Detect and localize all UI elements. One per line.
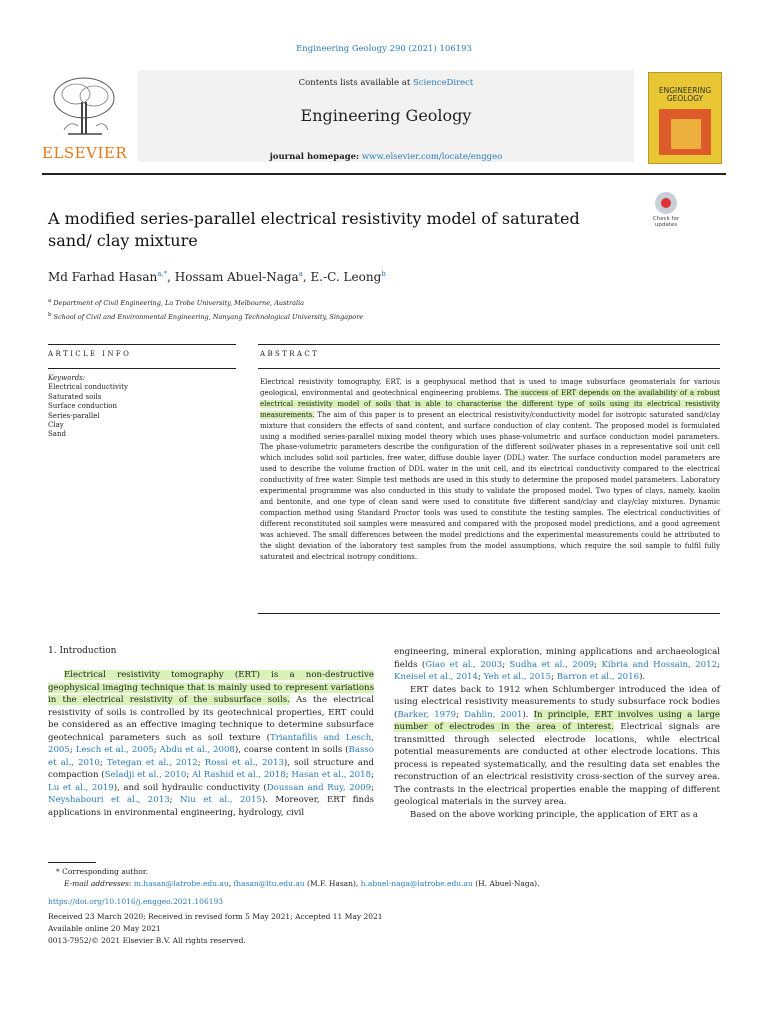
- body-text: ), soil structure and compaction (: [48, 757, 374, 780]
- article-info-heading: ARTICLE INFO: [48, 350, 132, 358]
- affiliations: [48, 295, 708, 323]
- body-text: ;: [285, 770, 292, 780]
- abstract-body: [260, 377, 720, 562]
- body-paragraph: Based on the above working principle, the application of ERT as a: [410, 809, 699, 820]
- affiliation-item: [48, 295, 708, 309]
- keywords-label: Keywords:: [48, 374, 86, 382]
- body-text: ;: [197, 757, 205, 768]
- body-text: Electrical signals are transmitted through selected electrode locations, while electrical potential measurements are conducted at other electrode locations. This process is repeated systematically, and the resulting data set enables the reconstruction of an electrical resistivity cross-section of the survey area. The contrasts in the electrical properties enable the mapping of different geological materials in the survey area.: [394, 722, 721, 807]
- citation-link[interactable]: Tetegan et al., 2012: [106, 757, 198, 768]
- citation-link[interactable]: Triantafilis and Lesch, 2005: [48, 732, 374, 755]
- body-paragraph: [394, 646, 720, 684]
- body-text: ), coarse content in soils (: [234, 745, 349, 755]
- publisher-name: ELSEVIER: [42, 144, 128, 162]
- email-link[interactable]: h.abuel-naga@latrobe.edu.au: [360, 879, 473, 888]
- citation-link[interactable]: Lesch et al., 2005: [75, 745, 154, 755]
- check-for-updates-button[interactable]: [646, 192, 686, 232]
- contents-prefix: Contents lists available at: [298, 78, 411, 88]
- body-text: ).: [639, 672, 646, 682]
- body-text: ;: [594, 659, 602, 670]
- homepage-link[interactable]: www.elsevier.com/locate/enggeo: [361, 152, 503, 162]
- citation-link[interactable]: Giao et al., 2003: [425, 659, 503, 670]
- keyword-item: Clay: [48, 421, 64, 430]
- masthead: [42, 70, 726, 166]
- cover-title: ENGINEERING GEOLOGY: [658, 86, 712, 103]
- abstract-text-part: Electrical resistivity tomography, ERT, is a geophysical method that is used to image subsurface geomaterials for various geological, environmental and geotechnical engineering problems.: [260, 378, 720, 397]
- abstract-rule: [258, 368, 720, 369]
- citation-link[interactable]: Barron et al., 2016: [556, 672, 640, 682]
- section-heading-introduction: 1. Introduction: [48, 646, 117, 656]
- body-text: ;: [99, 757, 107, 768]
- affiliation-text: Department of Civil Engineering, La Trobe University, Melbourne, Australia: [53, 299, 305, 308]
- text-highlight: Electrical resistivity tomography (ERT) is a non-destructive geophysical imaging technique that is mainly used to represent variations in the electrical resistivity of the subsurface soils.: [48, 670, 374, 705]
- email-link[interactable]: m.hasan@latrobe.edu.au: [133, 879, 229, 888]
- check-updates-label: Check for updates: [652, 216, 680, 228]
- body-text: ;: [186, 770, 193, 780]
- corresponding-author-note: * Corresponding author.: [56, 867, 149, 876]
- keyword-item: Electrical conductivity: [48, 383, 128, 392]
- affiliation-label: b: [48, 312, 52, 319]
- body-text: ;: [456, 709, 465, 720]
- elsevier-tree-icon: [46, 72, 122, 142]
- body-text: ;: [69, 745, 76, 755]
- abstract-heading: ABSTRACT: [260, 350, 320, 358]
- citation-link[interactable]: Barker, 1979: [397, 709, 457, 720]
- keyword-item: Sand: [48, 430, 66, 439]
- citation-link[interactable]: Dahlin, 2001: [464, 709, 523, 720]
- received-dates: Received 23 March 2020; Received in revised form 5 May 2021; Accepted 11 May 2021: [48, 912, 383, 921]
- author-name[interactable]: Md Farhad Hasan: [48, 270, 158, 284]
- body-text: engineering, mineral exploration, mining applications and archaeological fields (: [394, 647, 720, 670]
- citation-link[interactable]: Neyshabouri et al., 2013: [48, 795, 170, 805]
- cover-art-inner: [671, 119, 701, 149]
- homepage-line: [138, 152, 634, 162]
- body-column-right: [394, 646, 720, 821]
- author-affiliation-mark[interactable]: a: [298, 270, 303, 278]
- body-text: ;: [371, 782, 374, 793]
- journal-cover-image[interactable]: [648, 72, 722, 164]
- homepage-label: journal homepage:: [269, 152, 360, 162]
- citation-link[interactable]: Niu et al., 2015: [180, 795, 262, 805]
- author-name[interactable]: E.-C. Leong: [310, 270, 382, 284]
- author-list: Md Farhad Hasan$^{a,*}$, Hossam Abuel-Naga$^a$, E.-C. Leong$^b$: [48, 270, 386, 284]
- citation-link[interactable]: Al Rashid et al., 2018: [192, 770, 286, 780]
- citation-link[interactable]: Yeh et al., 2015: [483, 672, 552, 682]
- abstract-rule-bottom: [258, 613, 720, 614]
- abstract-highlight: The success of ERT depends on the availability of a robust electrical resistivity model of soils that is able to characterise the different type of soils using its electrical resistivity measurements.: [260, 388, 720, 419]
- author-name[interactable]: Hossam Abuel-Naga: [174, 270, 299, 284]
- text-highlight: In principle, ERT involves using a large number of electrodes in the area of interest.: [394, 709, 720, 732]
- body-text: ;: [153, 745, 160, 755]
- author-affiliation-mark[interactable]: a,*: [157, 270, 168, 278]
- footnotes: [48, 866, 728, 890]
- author-affiliation-mark[interactable]: b: [381, 270, 386, 278]
- email-label: E-mail addresses:: [64, 879, 132, 888]
- available-online: Available online 20 May 2021: [48, 924, 161, 933]
- journal-reference[interactable]: Engineering Geology 290 (2021) 106193: [296, 44, 472, 54]
- email-footnote: [48, 878, 728, 890]
- keyword-item: Saturated soils: [48, 392, 102, 401]
- body-paragraph: [394, 684, 720, 809]
- email-link[interactable]: fhasan@ltu.edu.au: [233, 879, 305, 888]
- publisher-logo[interactable]: [42, 72, 126, 162]
- sciencedirect-link[interactable]: ScienceDirect: [412, 78, 474, 88]
- citation-link[interactable]: Kneisel et al., 2014: [394, 672, 478, 682]
- body-text: ;: [502, 659, 510, 670]
- contents-line: [138, 78, 634, 88]
- affiliation-label: a: [48, 298, 52, 304]
- body-column-left: [48, 669, 374, 819]
- keywords-list: [48, 374, 236, 440]
- citation-link[interactable]: Sudha et al., 2009: [509, 659, 595, 670]
- copyright-line: 0013-7952/© 2021 Elsevier B.V. All rights reserved.: [48, 936, 246, 945]
- body-text: ), and soil hydraulic conductivity (: [113, 782, 267, 793]
- citation-link[interactable]: Kibria and Hossain, 2012: [601, 659, 718, 670]
- body-text: ;: [169, 795, 181, 805]
- body-text: ERT dates back to 1912 when Schlumberger introduced the idea of using electrical resistivity measurements to study subsurface rock bodies (: [394, 684, 720, 720]
- keyword-item: Surface conduction: [48, 402, 118, 411]
- citation-link[interactable]: Seladji et al., 2010: [104, 770, 187, 780]
- footnote-text: (M.F. Hasan),: [304, 879, 361, 888]
- body-text: ;: [477, 672, 484, 682]
- article-info-rule: [48, 368, 236, 369]
- citation-link[interactable]: Hasan et al., 2018: [291, 770, 372, 780]
- article-history: [48, 911, 383, 947]
- affiliation-text: School of Civil and Environmental Engineering, Nanyang Technological University, Singapore: [53, 313, 364, 322]
- keyword-item: Series-parallel: [48, 411, 100, 420]
- footnote-text: (H. Abuel-Naga).: [472, 879, 540, 888]
- body-text: ). Moreover, ERT finds applications in environmental engineering, hydrology, civil: [48, 795, 374, 818]
- citation-link[interactable]: Doussan and Ruy, 2009: [266, 782, 372, 793]
- article-title: A modified series-parallel electrical resistivity model of saturated sand/ clay mixture: [48, 209, 580, 250]
- header-divider: [42, 173, 726, 175]
- body-text: ).: [522, 709, 534, 720]
- doi-link[interactable]: https://doi.org/10.1016/j.enggeo.2021.106193: [48, 897, 224, 906]
- abstract-rule-top: [258, 344, 720, 345]
- footnote-divider: [48, 862, 96, 863]
- body-paragraph: [48, 669, 374, 819]
- body-text: ;: [717, 659, 720, 670]
- body-text: ;: [551, 672, 557, 682]
- body-text: As the electrical resistivity of soils is controlled by its geotechnical properties, ERT could be considered as an effective imaging technique to determine subsurface geotechnical parameters such as soil texture (: [48, 695, 375, 743]
- citation-link[interactable]: Basso et al., 2010: [48, 745, 374, 768]
- citation-link[interactable]: Rossi et al., 2013: [204, 757, 284, 768]
- body-text: ;: [371, 770, 374, 780]
- journal-title[interactable]: Engineering Geology: [300, 106, 472, 125]
- article-info-rule-top: [48, 344, 236, 345]
- citation-link[interactable]: Lu et al., 2019: [48, 782, 114, 793]
- affiliation-item: [48, 309, 708, 323]
- citation-link[interactable]: Abdu et al., 2008: [159, 745, 235, 755]
- footnote-text: ,: [228, 879, 234, 888]
- check-updates-icon: [655, 192, 677, 214]
- abstract-text-part: The aim of this paper is to present an electrical resistivity/conductivity model for isotropic saturated sand/clay mixture that considers the effects of sand content, and surface conduction of clay content. The proposed model is formulated using a modified series-parallel mixing model theory which uses phase-volumetric and surface conduction model parameters. The phase-volumetric parameters describe the configuration of the different soil/water phases in a representative soil unit cell which includes solid soil particles, free water, diffuse double layer (DDL) water. The surface conduction model parameters are used to describe the volume fraction of DDL water in the unit cell, and its electrical conductivity compared to the electrical conductivity of free water. Simple test methods are used in this study to determine the proposed model parameters. Laboratory experimental programme was also conducted in this study to validate the proposed model. Two types of clays, namely, kaolin and bentonite, and one type of clean sand were used to constitute five different sand/clay and clay/clay mixtures. Dynamic compaction method using Standard Proctor tools was used to constitute the testing samples. The electrical conductivities of different reconstituted soil samples were measured and compared with the proposed model predictions, and a good agreement was achieved. The small differences between the model predictions and the experimental measurements could be attributed to the slight deviation of the laboratory test samples from the model assumptions, which require the soil sample to fulfil fully saturated and electrical isotropy conditions.: [260, 410, 720, 561]
- journal-header-band: [138, 70, 634, 162]
